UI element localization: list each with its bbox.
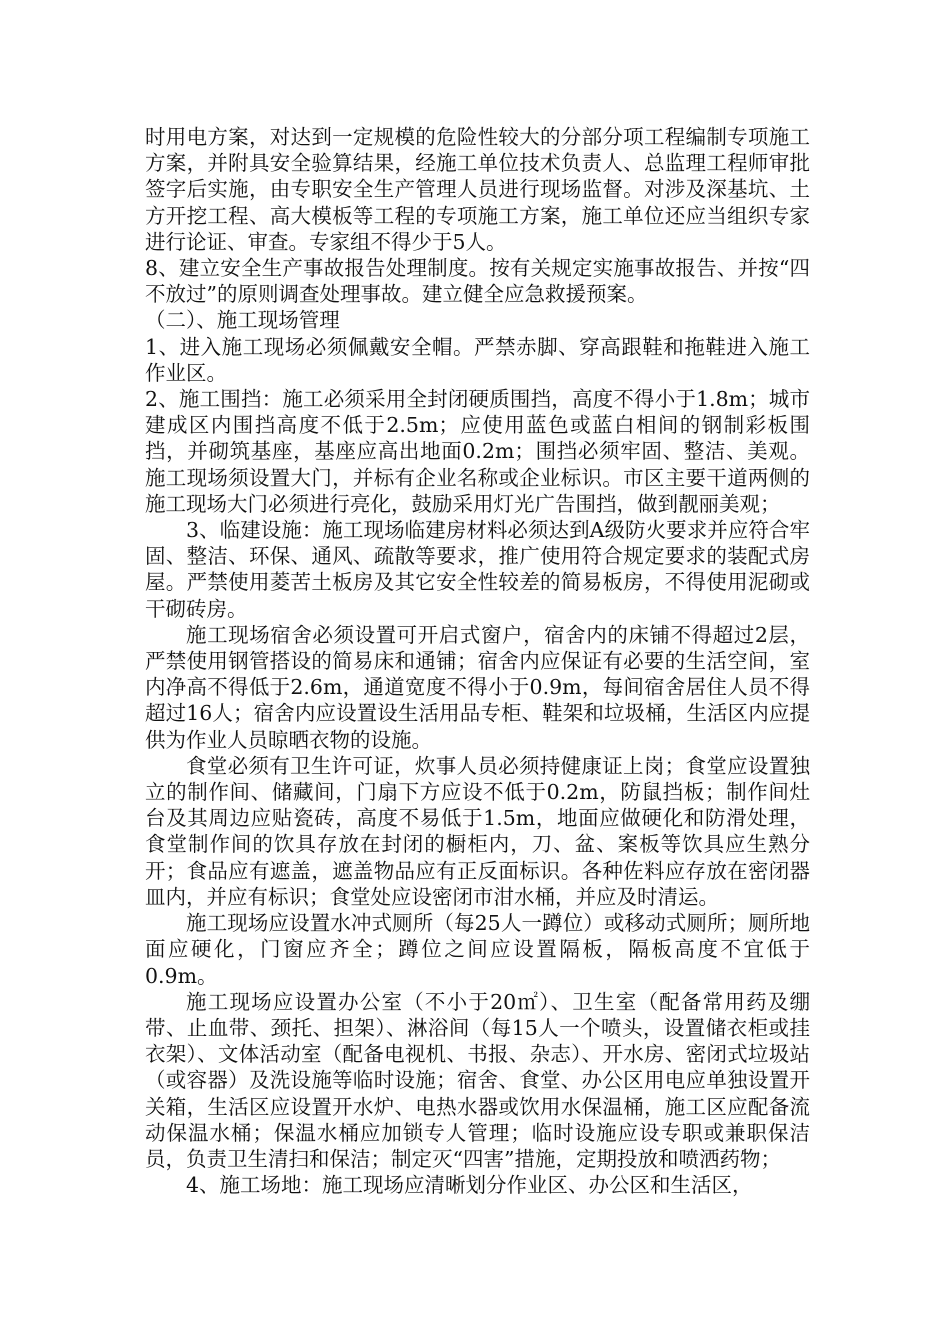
paragraph-canteen: 食堂必须有卫生许可证，炊事人员必须持健康证上岗；食堂应设置独立的制作间、储藏间，门扇下方应设不低于0.2m，防鼠挡板；制作间灶台及其周边应贴瓷砖，高度不易低于1.5m，地面应做硬化和防滑处理，食堂制作间的饮具存放在封闭的橱柜内，刀、盆、案板等饮具应生熟分开；食品应有遮盖，遮盖物品应有正反面标识。各种佐料应存放在密闭器皿内，并应有标识；食堂处应设密闭市泔水桶，并应及时清运。 bbox=[145, 753, 810, 909]
paragraph-electric-plan: 时用电方案，对达到一定规模的危险性较大的分部分项工程编制专项施工方案，并附具安全验算结果，经施工单位技术负责人、总监理工程师审批签字后实施，由专职安全生产管理人员进行现场监督。对涉及深基坑、土方开挖工程、高大模板等工程的专项施工方案，施工单位还应当组织专家进行论证、审查。专家组不得少于5人。 bbox=[145, 125, 810, 254]
paragraph-dormitory: 施工现场宿舍必须设置可开启式窗户，宿舍内的床铺不得超过2层，严禁使用钢管搭设的简易床和通铺；宿舍内应保证有必要的生活空间，室内净高不得低于2.6m，通道宽度不得小于0.9m，每间宿舍居住人员不得超过16人；宿舍内应设置设生活用品专柜、鞋架和垃圾桶，生活区内应提供为作业人员晾晒衣物的设施。 bbox=[145, 622, 810, 752]
paragraph-accident-report: 8、建立安全生产事故报告处理制度。按有关规定实施事故报告、并按“四不放过”的原则调查处理事故。建立健全应急救援预案。 bbox=[145, 256, 810, 307]
paragraph-site-area: 4、施工场地：施工现场应清晰划分作业区、办公区和生活区， bbox=[186, 1173, 753, 1198]
paragraph-office-facilities: 施工现场应设置办公室（不小于20㎡）、卫生室（配备常用药及绷带、止血带、颈托、担架）、淋浴间（每15人一个喷头，设置储衣柜或挂衣架）、文体活动室（配备电视机、书报、杂志）、开水房、密闭式垃圾站（或容器）及洗设施等临时设施；宿舍、食堂、办公区用电应单独设置开关箱，生活区应设置开水炉、电热水器或饮用水保温桶，施工区应配备流动保温水桶；保温水桶应加锁专人管理；临时设施应设专职或兼职保洁员，负责卫生清扫和保洁；制定灭“四害”措施，定期投放和喷洒药物； bbox=[145, 989, 810, 1171]
section-heading-site-management: （二）、施工现场管理 bbox=[145, 308, 340, 333]
paragraph-toilet: 施工现场应设置水冲式厕所（每25人一蹲位）或移动式厕所；厕所地面应硬化，门窗应齐全；蹲位之间应设置隔板，隔板高度不宜低于0.9m。 bbox=[145, 911, 810, 988]
paragraph-temporary-facilities: 3、临建设施：施工现场临建房材料必须达到A级防火要求并应符合牢固、整洁、环保、通风、疏散等要求，推广使用符合规定要求的装配式房屋。严禁使用菱苦土板房及其它安全性较差的简易板房，不得使用泥砌或干砌砖房。 bbox=[145, 518, 810, 621]
paragraph-enclosure: 2、施工围挡：施工必须采用全封闭硬质围挡，高度不得小于1.8m；城市建成区内围挡高度不低于2.5m；应使用蓝色或蓝白相间的钢制彩板围挡，并砌筑基座，基座应高出地面0.2m；围挡必须牢固、整洁、美观。施工现场须设置大门，并标有企业名称或企业标识。市区主要干道两侧的施工现场大门必须进行亮化，鼓励采用灯光广告围挡，做到靓丽美观； bbox=[145, 387, 810, 516]
document-page bbox=[145, 124, 810, 1198]
paragraph-safety-helmet: 1、进入施工现场必须佩戴安全帽。严禁赤脚、穿高跟鞋和拖鞋进入施工作业区。 bbox=[145, 334, 810, 385]
